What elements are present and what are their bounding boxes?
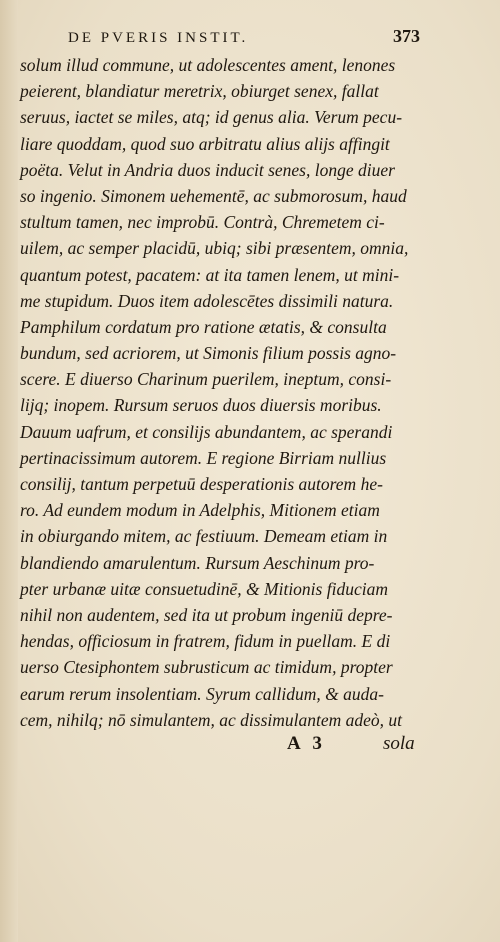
text-line: lijq; inopem. Rursum seruos duos diuersis moribus. xyxy=(20,395,382,416)
text-line: ro. Ad eundem modum in Adelphis, Mitionem etiam xyxy=(20,500,380,521)
text-line: hendas, officiosum in fratrem, fidum in puellam. E di xyxy=(20,631,391,652)
signature-mark: A 3 xyxy=(287,733,326,754)
text-line: cem, nihilq; nō simulantem, ac dissimulantem adeò, ut xyxy=(20,709,403,730)
text-line: liare quoddam, quod suo arbitratu alius alijs affingit xyxy=(20,133,390,154)
text-line: earum rerum insolentiam. Syrum callidum, & auda- xyxy=(20,683,384,704)
body-text xyxy=(20,52,420,733)
text-line: uerso Ctesiphontem subrusticum ac timidum, propter xyxy=(20,657,393,678)
text-line: nihil non audentem, sed ita ut probum ingeniū depre- xyxy=(20,604,393,625)
text-line: seruus, iactet se miles, atq; id genus alia. Verum pecu- xyxy=(20,107,403,128)
text-line: Dauum uafrum, et consilijs abundantem, ac sperandi xyxy=(20,421,393,442)
text-line: pter urbanæ uitæ consuetudinē, & Mitionis fiduciam xyxy=(20,578,388,599)
page-number: 373 xyxy=(393,26,420,46)
text-line: bundum, sed acriorem, ut Simonis filium possis agno- xyxy=(20,343,397,364)
catchword: sola xyxy=(383,733,415,754)
text-line: uilem, ac semper placidū, ubiq; sibi præsentem, omnia, xyxy=(20,238,409,259)
text-line: blandiendo amarulentum. Rursum Aeschinum pro- xyxy=(20,552,375,573)
text-line: pertinacissimum autorem. E regione Birriam nullius xyxy=(20,447,387,468)
text-line: quantum potest, pacatem: at ita tamen lenem, ut mini- xyxy=(20,264,400,285)
text-line: stultum tamen, nec improbū. Contrà, Chremetem ci- xyxy=(20,212,385,233)
text-line: scere. E diuerso Charinum puerilem, ineptum, consi- xyxy=(20,369,392,390)
text-line: consilij, tantum perpetuū desperationis autorem he- xyxy=(20,474,383,494)
text-line: poëta. Velut in Andria duos inducit senes, longe diuer xyxy=(20,159,395,180)
text-line: so ingenio. Simonem uehementē, ac submorosum, haud xyxy=(20,185,407,206)
text-line: me stupidum. Duos item adolescētes dissimili natura. xyxy=(20,290,394,311)
text-line: in obiurgando mitem, ac festiuum. Demeam etiam in xyxy=(20,526,388,547)
text-line: solum illud commune, ut adolescentes ament, lenones xyxy=(20,55,396,75)
text-line: Pamphilum cordatum pro ratione ætatis, & consulta xyxy=(20,316,387,337)
running-head: DE PVERIS INSTIT. xyxy=(68,30,249,46)
text-line: peierent, blandiatur meretrix, obiurget senex, fallat xyxy=(20,81,379,102)
page-gutter xyxy=(0,0,18,942)
